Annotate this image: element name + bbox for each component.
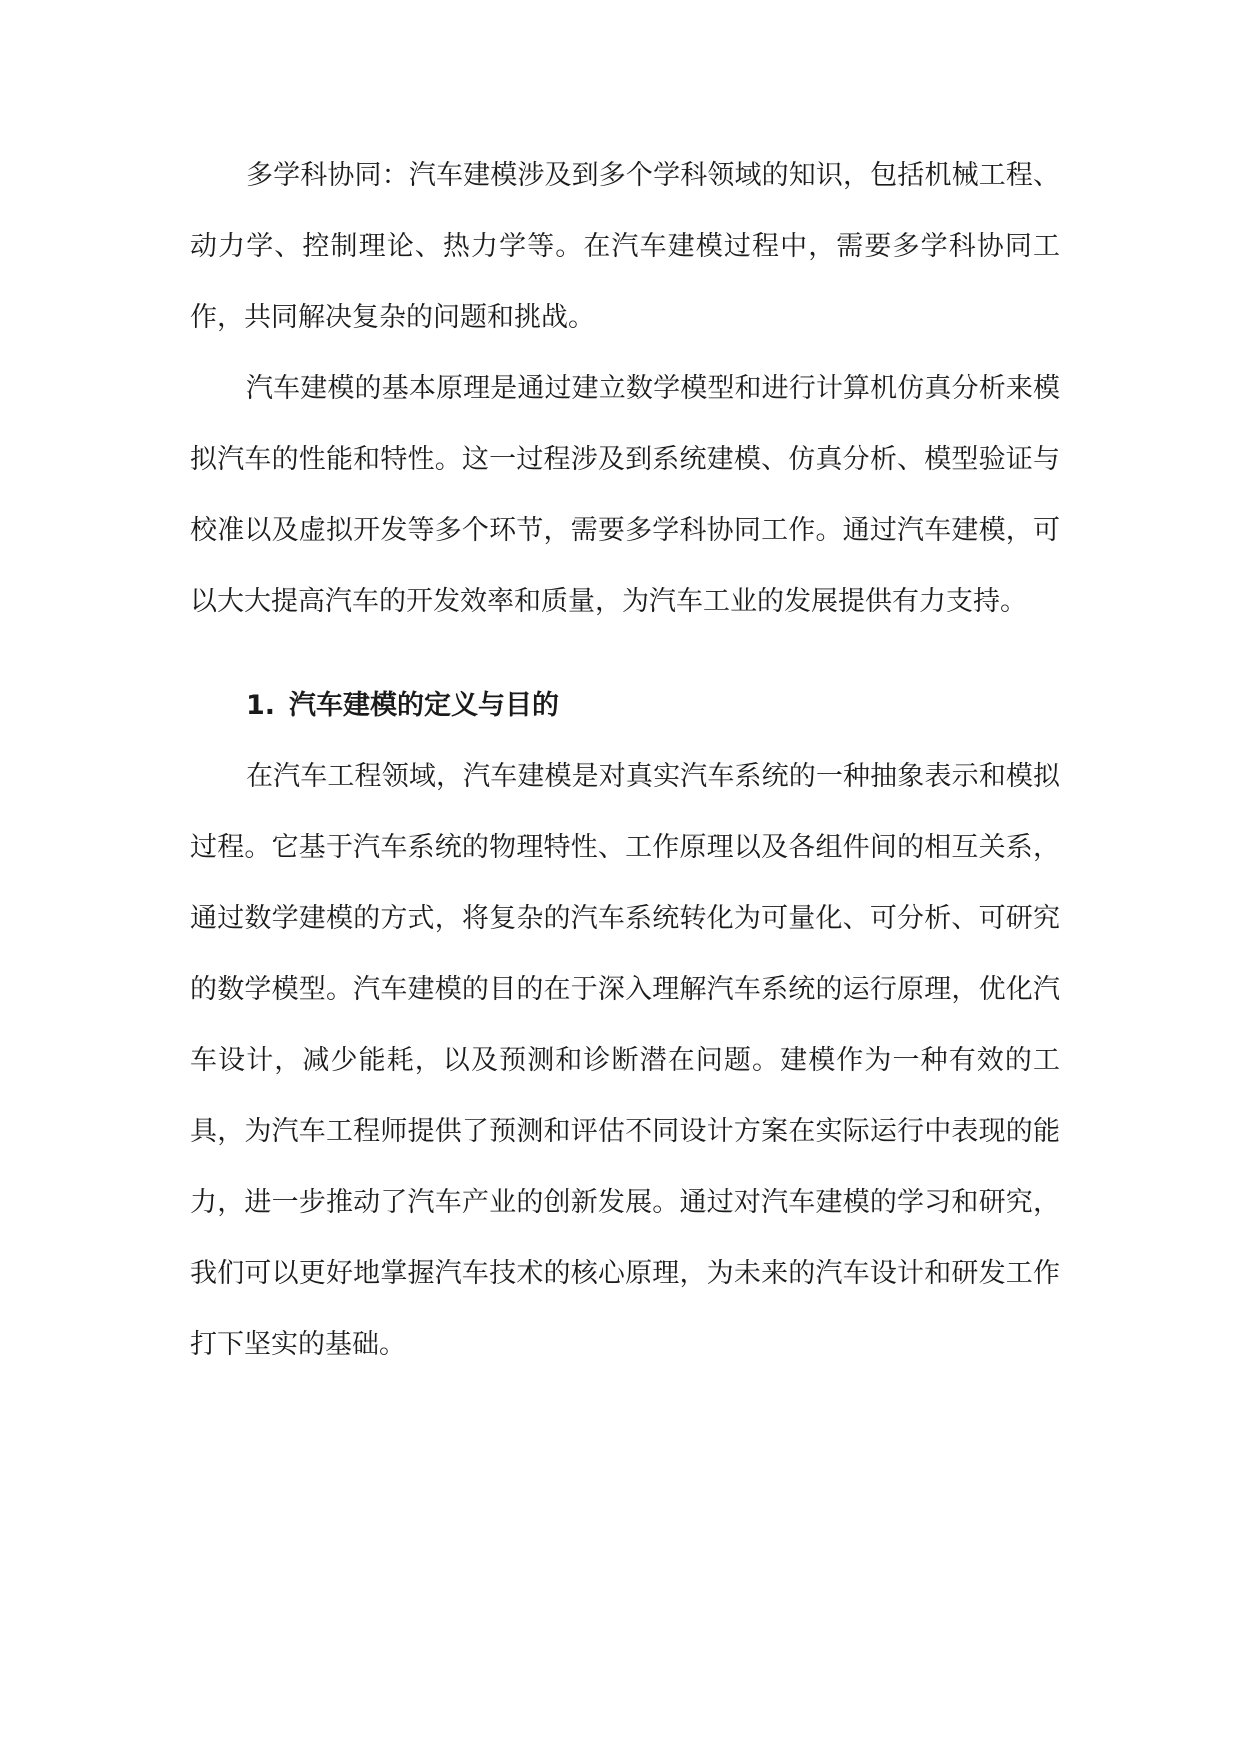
section-title: 汽车建模的定义与目的 xyxy=(289,690,560,721)
paragraph-multidisciplinary: 多学科协同：汽车建模涉及到多个学科领域的知识，包括机械工程、动力学、控制理论、热力学等。在汽车建模过程中，需要多学科协同工作，共同解决复杂的问题和挑战。 xyxy=(190,160,1060,333)
paragraph-basic-principle: 汽车建模的基本原理是通过建立数学模型和进行计算机仿真分析来模拟汽车的性能和特性。这一过程涉及到系统建模、仿真分析、模型验证与校准以及虚拟开发等多个环节，需要多学科协同工作。通过汽车建模，可以大大提高汽车的开发效率和质量，为汽车工业的发展提供有力支持。 xyxy=(190,373,1060,617)
section-heading xyxy=(190,670,1060,741)
paragraph-definition-purpose: 在汽车工程领域，汽车建模是对真实汽车系统的一种抽象表示和模拟过程。它基于汽车系统的物理特性、工作原理以及各组件间的相互关系，通过数学建模的方式，将复杂的汽车系统转化为可量化、可分析、可研究的数学模型。汽车建模的目的在于深入理解汽车系统的运行原理，优化汽车设计，减少能耗，以及预测和诊断潜在问题。建模作为一种有效的工具，为汽车工程师提供了预测和评估不同设计方案在实际运行中表现的能力，进一步推动了汽车产业的创新发展。通过对汽车建模的学习和研究，我们可以更好地掌握汽车技术的核心原理，为未来的汽车设计和研发工作打下坚实的基础。 xyxy=(190,761,1060,1360)
section-number: 1. xyxy=(246,690,276,721)
document-body xyxy=(190,140,1060,1380)
